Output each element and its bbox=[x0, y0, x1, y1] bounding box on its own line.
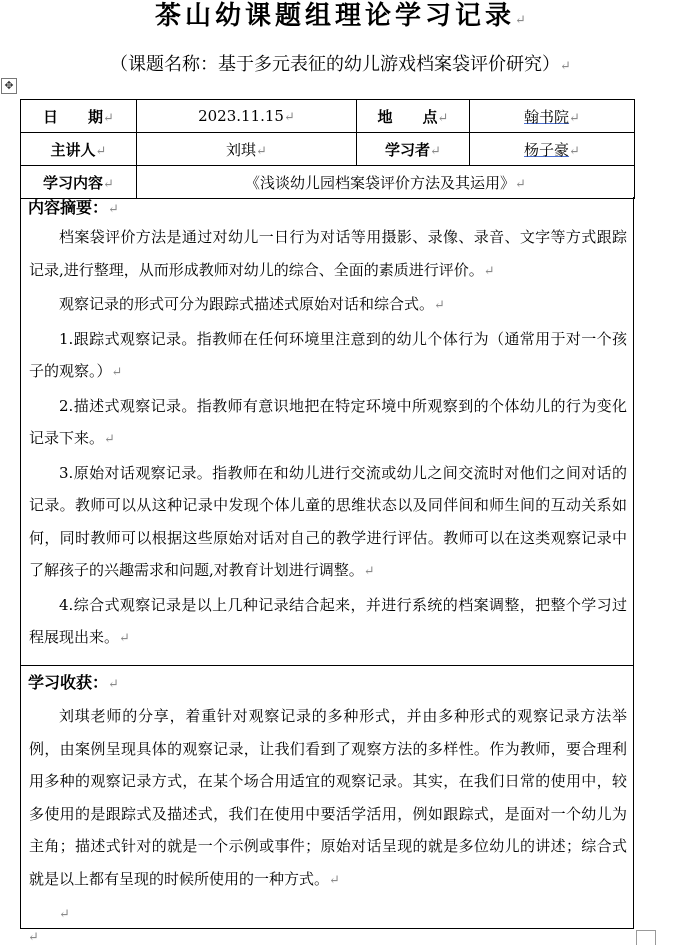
table-row bbox=[21, 133, 635, 166]
paragraph-mark-icon: ↵ bbox=[59, 907, 70, 922]
paragraph-mark-icon: ↵ bbox=[434, 298, 445, 313]
gains-paragraph: 刘琪老师的分享，着重针对观察记录的多种形式，并由多种形式的观察记录方法举例，由案例呈现具体的观察记录，让我们看到了观察方法的多样性。作为教师，要合理利用多种的观察记录方式，在某个场合用适宜的观察记录。其实，在我们日常的使用中，较多使用的是跟踪式及描述式，我们在使用中要活学活用，例如跟踪式，是面对一个幼儿为主角；描述式针对的就是一个示例或事件；原始对话呈现的就是多位幼儿的讲述；综合式就是以上都有呈现的时候所使用的一种方式。↵ bbox=[29, 707, 627, 888]
cell-mark-icon: ↵ bbox=[256, 143, 267, 159]
table-row bbox=[21, 100, 635, 133]
summary-paragraph: 4.综合式观察记录是以上几种记录结合起来，并进行系统的档案调整，把整个学习过程展现出来。↵ bbox=[29, 595, 627, 646]
project-subtitle-text: （课题名称：基于多元表征的幼儿游戏档案袋评价研究） bbox=[110, 54, 561, 75]
paragraph-mark-icon: ↵ bbox=[119, 631, 130, 646]
speaker-label: 主讲人↵ bbox=[21, 133, 137, 166]
paragraph-mark-icon: ↵ bbox=[28, 930, 39, 945]
paragraph-mark-icon: ↵ bbox=[111, 365, 123, 380]
content-summary-section[interactable] bbox=[20, 197, 634, 666]
learner-label: 学习者↵ bbox=[357, 133, 470, 166]
paragraph-mark-icon: ↵ bbox=[483, 263, 495, 279]
table-resize-handle-icon[interactable] bbox=[636, 930, 656, 945]
learning-gains-section[interactable] bbox=[20, 665, 634, 929]
cell-mark-icon: ↵ bbox=[569, 143, 580, 159]
cell-mark-icon: ↵ bbox=[283, 110, 295, 125]
summary-paragraph: 1.跟踪式观察记录。指教师在任何环境里注意到的幼儿个体行为（通常用于对一个孩子的观察。）↵ bbox=[29, 329, 627, 380]
document-title bbox=[0, 0, 681, 37]
empty-paragraph bbox=[21, 897, 633, 932]
cell-mark-icon: ↵ bbox=[515, 176, 526, 192]
paragraph-mark-icon: ↵ bbox=[108, 202, 119, 217]
cell-mark-icon: ↵ bbox=[569, 110, 580, 126]
date-value[interactable]: 2023.11.15↵ bbox=[137, 100, 357, 133]
cell-mark-icon: ↵ bbox=[430, 143, 441, 159]
info-table bbox=[20, 99, 635, 199]
cell-mark-icon: ↵ bbox=[95, 143, 107, 159]
cell-mark-icon: ↵ bbox=[103, 176, 114, 192]
summary-paragraph: 档案袋评价方法是通过对幼儿一日行为对话等用摄影、录像、录音、文字等方式跟踪记录,进行整理，从而形成教师对幼儿的综合、全面的素质进行评价。↵ bbox=[29, 228, 627, 279]
summary-heading: 内容摘要：↵ bbox=[28, 198, 119, 217]
summary-paragraph: 3.原始对话观察记录。指教师在和幼儿进行交流或幼儿之间交流时对他们之间对话的记录。教师可以从这种记录中发现个体儿童的思维状态以及同伴间和师生间的互动关系如何，同时教师可以根据这些原始对话对自己的教学进行评估。教师可以在这类观察记录中了解孩子的兴趣需求和问题,对教育计划进行调整。↵ bbox=[29, 463, 627, 579]
place-value[interactable]: 翰书院↵ bbox=[470, 100, 635, 133]
topic-value[interactable]: 《浅谈幼儿园档案袋评价方法及其运用》↵ bbox=[137, 166, 635, 199]
paragraph-mark-icon: ↵ bbox=[104, 432, 115, 447]
date-label: 日 期↵ bbox=[21, 100, 137, 133]
paragraph-mark-icon: ↵ bbox=[515, 13, 526, 28]
paragraph-mark-icon: ↵ bbox=[108, 677, 119, 692]
table-row bbox=[21, 166, 635, 199]
cell-mark-icon: ↵ bbox=[437, 110, 449, 126]
speaker-value[interactable]: 刘琪↵ bbox=[137, 133, 357, 166]
paragraph-mark-icon: ↵ bbox=[560, 59, 571, 74]
gains-heading: 学习收获：↵ bbox=[28, 673, 119, 692]
document-title-text: 茶山幼课题组理论学习记录 bbox=[155, 1, 516, 31]
summary-paragraph: 2.描述式观察记录。指教师有意识地把在特定环境中所观察到的个体幼儿的行为变化记录下来。↵ bbox=[29, 396, 627, 447]
project-subtitle bbox=[0, 52, 681, 80]
learner-value[interactable]: 杨子豪↵ bbox=[470, 133, 635, 166]
summary-paragraph: 观察记录的形式可分为跟踪式描述式原始对话和综合式。↵ bbox=[59, 295, 445, 313]
paragraph-mark-icon: ↵ bbox=[363, 564, 375, 579]
place-label: 地 点↵ bbox=[357, 100, 470, 133]
table-move-handle-icon[interactable]: ✥ bbox=[1, 78, 17, 94]
paragraph-mark-icon: ↵ bbox=[329, 872, 340, 888]
topic-label: 学习内容↵ bbox=[21, 166, 137, 199]
cell-mark-icon: ↵ bbox=[103, 110, 114, 126]
